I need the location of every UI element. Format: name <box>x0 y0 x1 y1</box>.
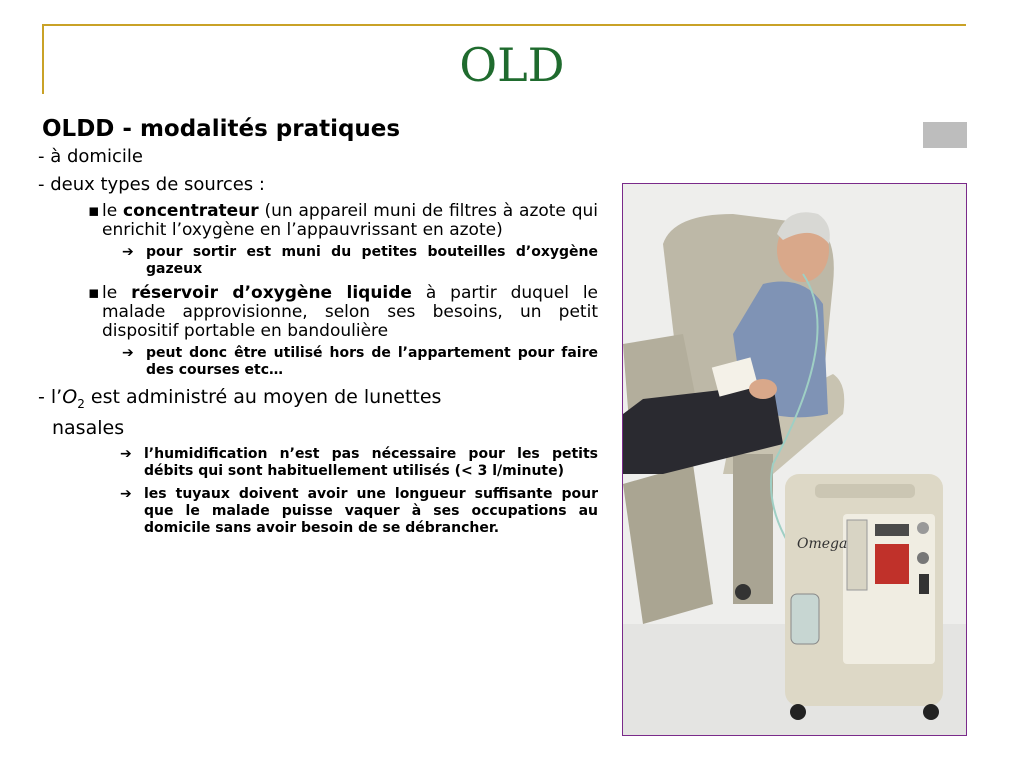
photo-illustration <box>623 184 966 735</box>
arrow-icon: ➔ <box>122 345 134 361</box>
reservoir-bold: réservoir d’oxygène liquide <box>131 283 412 303</box>
sub-concentrator <box>122 244 598 278</box>
o2-text-1: est administré au moyen de lunettes <box>84 386 442 408</box>
sub-reservoir-text: peut donc être utilisé hors de l’appartement pour faire des courses etc… <box>146 345 598 378</box>
concentrator-prefix: le <box>102 201 123 221</box>
o2-prefix: l’ <box>50 386 63 408</box>
slide-content <box>38 116 598 543</box>
sub-concentrator-text: pour sortir est muni du petites bouteilles d’oxygène gazeux <box>146 244 598 277</box>
sub-tubing <box>120 486 598 537</box>
decorative-gray-box <box>923 122 967 148</box>
concentrator-text: (un appareil muni de filtres à azote qui enrichit l’oxygène en l’appauvrissant en azote) <box>102 201 598 240</box>
item-o2 <box>38 385 598 440</box>
bullet-marker: ▪ <box>88 201 100 221</box>
reservoir-text: à partir duquel le malade approvisionne, selon ses besoins, un petit dispositif portable en bandoulière <box>102 283 599 341</box>
sub-humidification-text: l’humidification n’est pas nécessaire pour les petits débits qui sont habituellement utilisés (< 3 l/minute) <box>144 445 598 479</box>
arrow-icon: ➔ <box>120 445 132 462</box>
arrow-icon: ➔ <box>122 244 134 260</box>
sub-reservoir <box>122 345 598 379</box>
bullet-marker: ▪ <box>88 283 100 303</box>
sub-humidification <box>120 446 598 480</box>
patient-photo <box>622 183 967 736</box>
device-brand-label: Omega <box>797 536 848 552</box>
frame-top-line <box>42 24 966 26</box>
bullet-reservoir <box>88 284 598 341</box>
o2-dash: - <box>38 386 51 408</box>
bullet-concentrator <box>88 202 598 240</box>
slide-title: OLD <box>459 38 565 92</box>
section-heading: OLDD - modalités pratiques <box>42 116 401 142</box>
reservoir-prefix: le <box>102 283 132 303</box>
arrow-icon: ➔ <box>120 485 132 502</box>
sub-tubing-text: les tuyaux doivent avoir une longueur suffisante pour que le malade puisse vaquer à ses occupations au domicile sans avoir besoin de se débrancher. <box>144 485 598 536</box>
o2-o: O <box>62 386 78 408</box>
item-home: - à domicile <box>38 146 143 167</box>
item-sources: - deux types de sources : <box>38 174 265 195</box>
concentrator-bold: concentrateur <box>123 201 259 221</box>
o2-subscript: 2 <box>77 396 85 411</box>
o2-text-2: nasales <box>52 416 125 439</box>
